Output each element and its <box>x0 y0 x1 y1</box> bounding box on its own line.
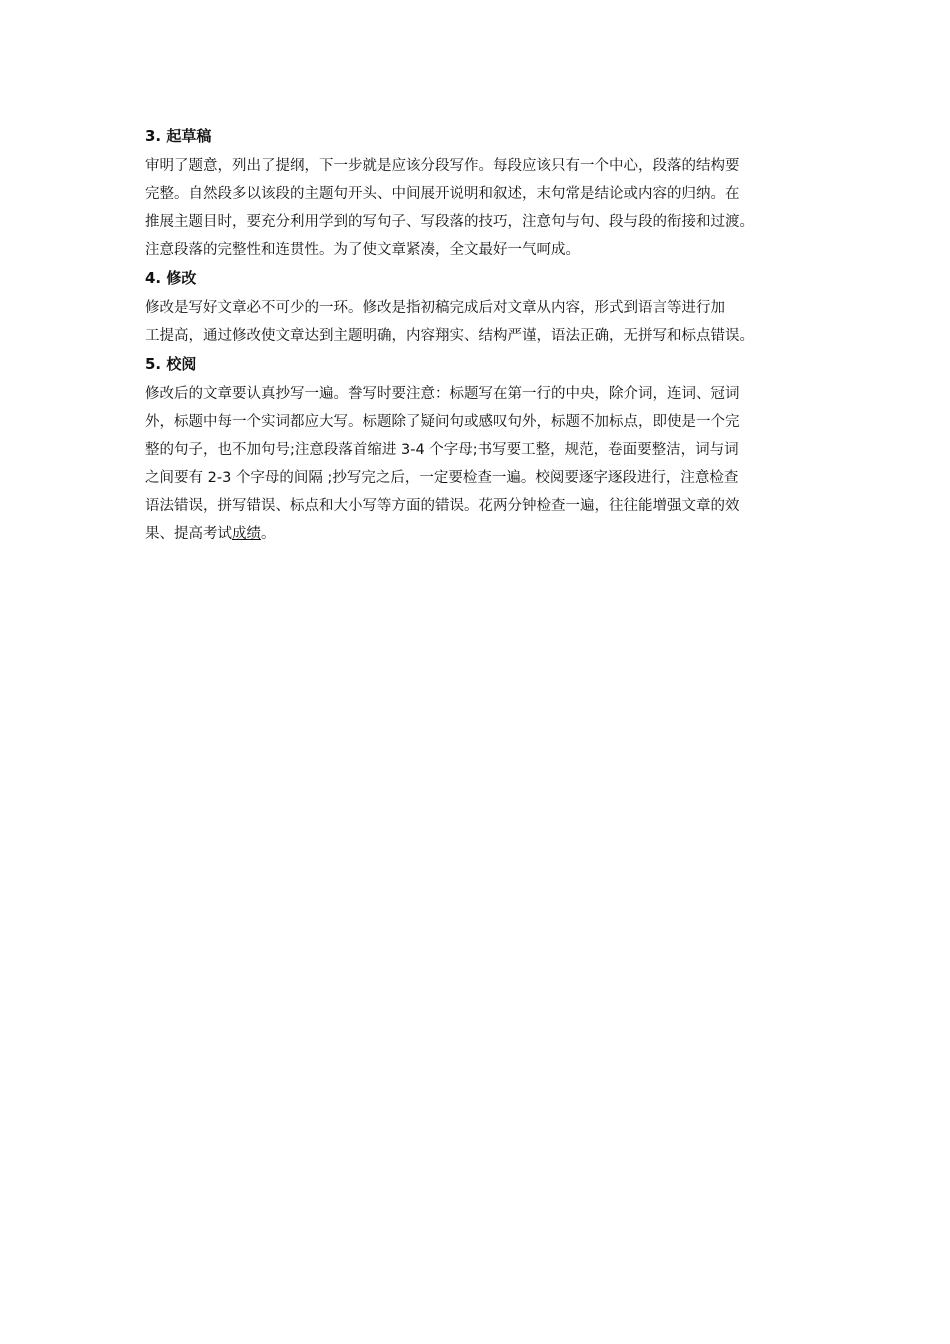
text-line: 修改后的文章要认真抄写一遍。誊写时要注意：标题写在第一行的中央，除介词，连词、冠词 <box>145 386 740 402</box>
section-paragraph-revise <box>145 294 825 350</box>
text-line: 修改是写好文章必不可少的一环。修改是指初稿完成后对文章从内容，形式到语言等进行加 <box>145 300 725 316</box>
underlined-word: 成绩 <box>232 526 261 542</box>
text-fragment: 果、提高考试 <box>145 526 232 542</box>
text-fragment: 。 <box>261 526 276 542</box>
text-line: 语法错误，拼写错误、标点和大小写等方面的错误。花两分钟检查一遍，往往能增强文章的效 <box>145 498 740 514</box>
section-paragraph-proofread <box>145 380 825 548</box>
section-heading-revise: 4. 修改 <box>145 269 197 287</box>
section-paragraph-draft <box>145 152 825 264</box>
text-line: 之间要有 2-3 个字母的间隔 ;抄写完之后，一定要检查一遍。校阅要逐字逐段进行，注意检查 <box>145 470 739 486</box>
text-line: 注意段落的完整性和连贯性。为了使文章紧凑，全文最好一气呵成。 <box>145 242 580 258</box>
text-line: 完整。自然段多以该段的主题句开头、中间展开说明和叙述，末句常是结论或内容的归纳。在 <box>145 186 740 202</box>
section-heading-draft: 3. 起草稿 <box>145 127 212 145</box>
text-line: 审明了题意，列出了提纲，下一步就是应该分段写作。每段应该只有一个中心，段落的结构要 <box>145 158 740 174</box>
text-line: 推展主题目时，要充分利用学到的写句子、写段落的技巧，注意句与句、段与段的衔接和过渡。 <box>145 214 754 230</box>
text-line: 工提高，通过修改使文章达到主题明确，内容翔实、结构严谨，语法正确，无拼写和标点错误。 <box>145 328 754 344</box>
document-body <box>145 124 825 550</box>
section-heading-proofread: 5. 校阅 <box>145 355 197 373</box>
text-line: 外，标题中每一个实词都应大写。标题除了疑问句或感叹句外，标题不加标点，即使是一个完 <box>145 414 740 430</box>
text-line: 整的句子，也不加句号;注意段落首缩进 3-4 个字母;书写要工整，规范，卷面要整洁，词与词 <box>145 442 739 458</box>
text-line-last <box>145 520 825 548</box>
